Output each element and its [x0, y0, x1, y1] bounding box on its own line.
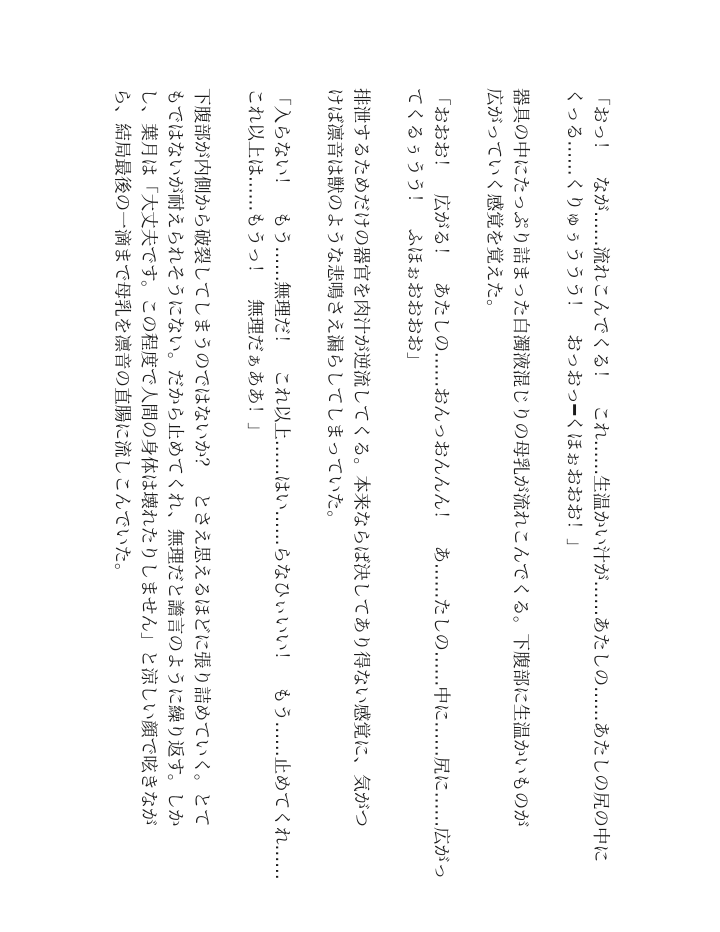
text-line: くっる……くりゅぅううう！ おっおっ━くほぉおおお！」 [563, 88, 584, 556]
text-line: 「入らない！ もう……無理だ！ これ以上……はい……らなひぃいい！ もう……止めてくれ…… [270, 88, 291, 880]
text-line: 下腹部が内側から破裂してしまうのではないか？ とさえ思えるほどに張り詰めていく。とて [191, 88, 212, 827]
paragraph-2 [480, 88, 533, 888]
paragraph-4 [320, 88, 373, 888]
paragraph-gap [374, 88, 401, 888]
text-line: 排泄するためだけの器官を肉汁が逆流してくる。本来ならば決してあり得ない感覚に、気がつ [350, 88, 371, 827]
text-line: 器具の中にたっぷり詰まった白濁液混じりの母乳が流れこんでくる。下腹部に生温かいものが [510, 88, 531, 827]
paragraph-gap [214, 88, 241, 888]
paragraph-gap [453, 88, 480, 888]
text-line: もではないが耐えられそうにない。だから止めてくれ、無理だと譫言のように繰り返す。しか [164, 88, 185, 827]
text-line: ら、結局最後の一滴まで母乳を凛音の直腸に流しこんでいた。 [111, 88, 132, 581]
paragraph-6 [108, 88, 214, 888]
text-line: これ以上は……もうっ！ 無理だぁああ！」 [244, 88, 265, 440]
text-line: し、葉月は「大丈夫です。この程度で人間の身体は壊れたりしません」と涼しい顔で呟きなが [137, 88, 158, 826]
text-line: 「おっ！ なが……流れこんでくる！ これ……生温かい汁が……あたしの……あたしの尻の中に [590, 88, 610, 863]
text-line: 「おおお！ 広がる！ あたしの……おんっおんんん！ あ……たしの……中に……尻に……広がっ [430, 88, 451, 880]
text-line: 広がっていく感覚を覚えた。 [483, 88, 504, 317]
text-line: てくるぅうう！ ふほぉおおおお」 [403, 88, 424, 370]
paragraph-1 [560, 88, 613, 888]
paragraph-5 [241, 88, 294, 888]
paragraph-3 [400, 88, 453, 888]
text-line: けば凛音は獣のような悲鳴さえ漏らしてしまっていた。 [324, 88, 345, 528]
paragraph-gap [533, 88, 560, 888]
paragraph-gap [294, 88, 321, 888]
page-text [108, 88, 613, 888]
